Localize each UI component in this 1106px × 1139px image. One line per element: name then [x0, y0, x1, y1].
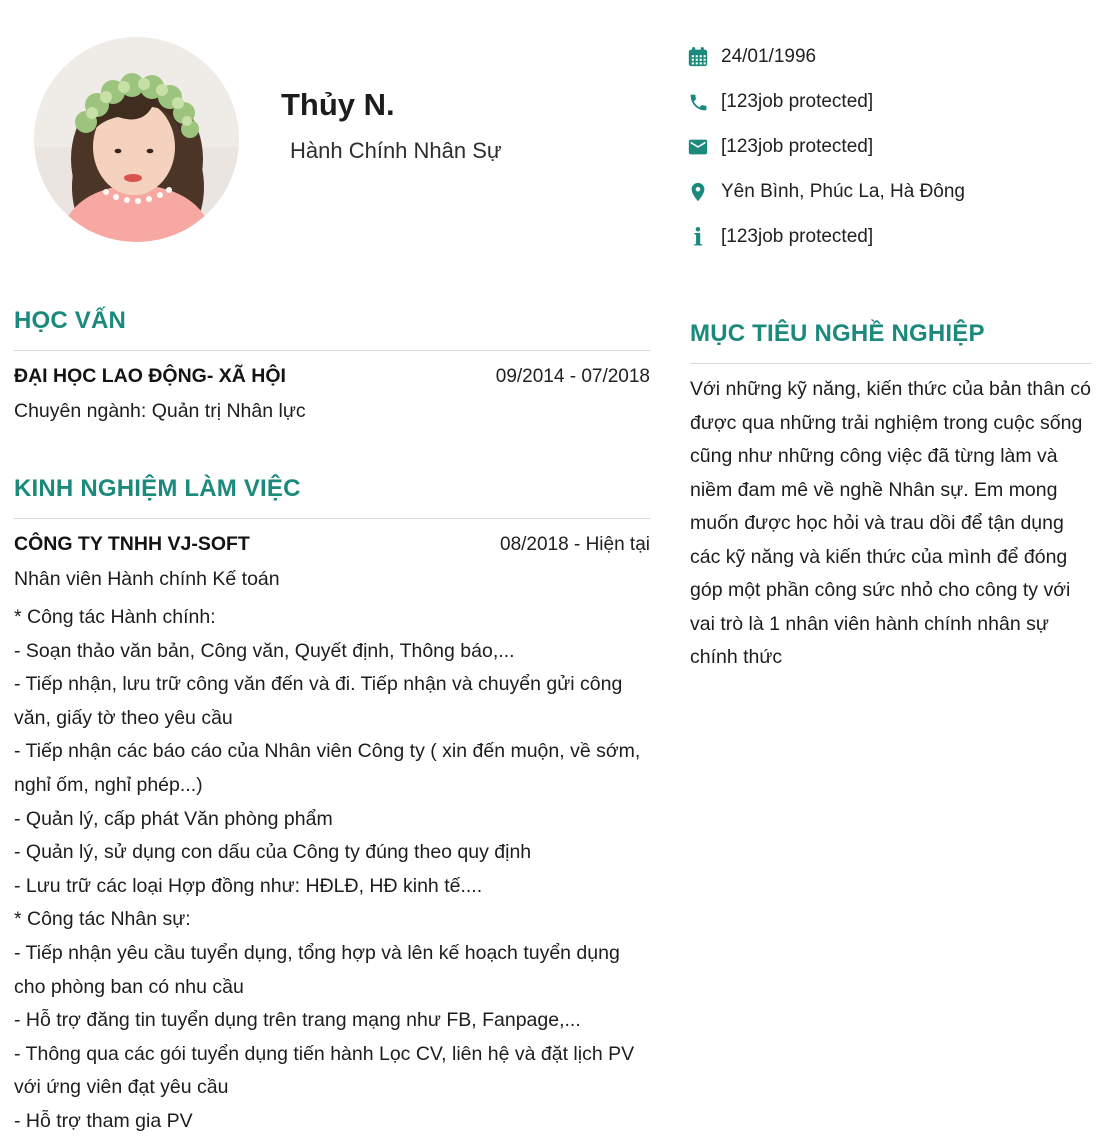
- objective-text: Với những kỹ năng, kiến thức của bản thân có được qua những trải nghiệm trong cuộc sống cũng như những công việc đã từng làm và niềm đam mê về nghề Nhân sự. Em mong muốn được học hỏi và trau dồi để tận dụng các kỹ năng và kiến thức của mình để đóng góp một phần công sức nhỏ cho công ty với vai trò là 1 nhân viên hành chính nhân sự chính thức: [690, 378, 1091, 668]
- contact-row-info: [686, 214, 1096, 259]
- profile-header: [281, 88, 502, 164]
- experience-details: [14, 601, 650, 1139]
- contact-row-address: [686, 169, 1096, 214]
- objective-section: [690, 319, 1092, 675]
- experience-entry: [14, 533, 650, 556]
- experience-detail-line: - Tiếp nhận yêu cầu tuyển dụng, tổng hợp và lên kế hoạch tuyển dụng cho phòng ban có nhu cầu: [14, 941, 620, 998]
- svg-text:i: i: [693, 225, 703, 248]
- experience-detail-line: - Hỗ trợ tham gia PV: [14, 1109, 193, 1132]
- education-major: Chuyên ngành: Quản trị Nhân lực: [14, 400, 306, 422]
- experience-detail-line: - Lưu trữ các loại Hợp đồng như: HĐLĐ, HĐ kinh tế....: [14, 874, 483, 897]
- info-value: [123job protected]: [721, 225, 874, 247]
- experience-heading: KINH NGHIỆM LÀM VIỆC: [14, 474, 650, 519]
- candidate-job-title: Hành Chính Nhân Sự: [290, 138, 502, 164]
- experience-detail-line: - Soạn thảo văn bản, Công văn, Quyết định, Thông báo,...: [14, 639, 515, 662]
- experience-detail-line: - Thông qua các gói tuyển dụng tiến hành Lọc CV, liên hệ và đặt lịch PV với ứng viên đạt yêu cầu: [14, 1042, 635, 1099]
- info-icon: [686, 225, 710, 249]
- experience-period: 08/2018 - Hiện tại: [500, 534, 650, 555]
- contact-row-email: [686, 125, 1096, 170]
- experience-detail-line: - Tiếp nhận, lưu trữ công văn đến và đi. Tiếp nhận và chuyển gửi công văn, giấy tờ theo yêu cầu: [14, 673, 623, 729]
- phone-icon: [686, 90, 710, 114]
- location-icon: [686, 180, 710, 204]
- company-name: CÔNG TY TNHH VJ-SOFT: [14, 533, 250, 555]
- education-period: 09/2014 - 07/2018: [495, 366, 650, 387]
- education-heading: HỌC VẤN: [14, 306, 650, 351]
- education-entry: [14, 365, 650, 388]
- experience-detail-line: * Công tác Nhân sự:: [14, 908, 191, 931]
- experience-detail-line: - Hỗ trợ đăng tin tuyển dụng trên trang mạng như FB, Fanpage,...: [14, 1009, 581, 1032]
- calendar-icon: [686, 45, 710, 69]
- profile-photo-illustration: [34, 37, 239, 242]
- school-name: ĐẠI HỌC LAO ĐỘNG- XÃ HỘI: [14, 365, 286, 387]
- experience-role: Nhân viên Hành chính Kế toán: [14, 568, 280, 590]
- experience-detail-line: - Quản lý, sử dụng con dấu của Công ty đúng theo quy định: [14, 841, 532, 864]
- contact-row-birthday: [686, 35, 1096, 80]
- candidate-name: Thủy N.: [281, 87, 395, 122]
- birthday-value: 24/01/1996: [721, 46, 817, 68]
- education-section: [14, 306, 650, 423]
- email-icon: [686, 135, 710, 159]
- experience-detail-line: * Công tác Hành chính:: [14, 606, 216, 628]
- contact-list: [686, 35, 1096, 259]
- address-value: Yên Bình, Phúc La, Hà Đông: [721, 180, 965, 202]
- experience-detail-line: - Tiếp nhận các báo cáo của Nhân viên Công ty ( xin đến muộn, về sớm, nghỉ ốm, nghỉ phép...): [14, 740, 641, 796]
- contact-row-phone: [686, 80, 1096, 125]
- experience-detail-line: - Quản lý, cấp phát Văn phòng phẩm: [14, 807, 333, 830]
- email-value: [123job protected]: [721, 135, 874, 157]
- objective-heading: MỤC TIÊU NGHỀ NGHIỆP: [690, 319, 1092, 364]
- experience-section: [14, 474, 650, 1139]
- profile-photo: [34, 37, 239, 242]
- phone-value: [123job protected]: [721, 91, 874, 113]
